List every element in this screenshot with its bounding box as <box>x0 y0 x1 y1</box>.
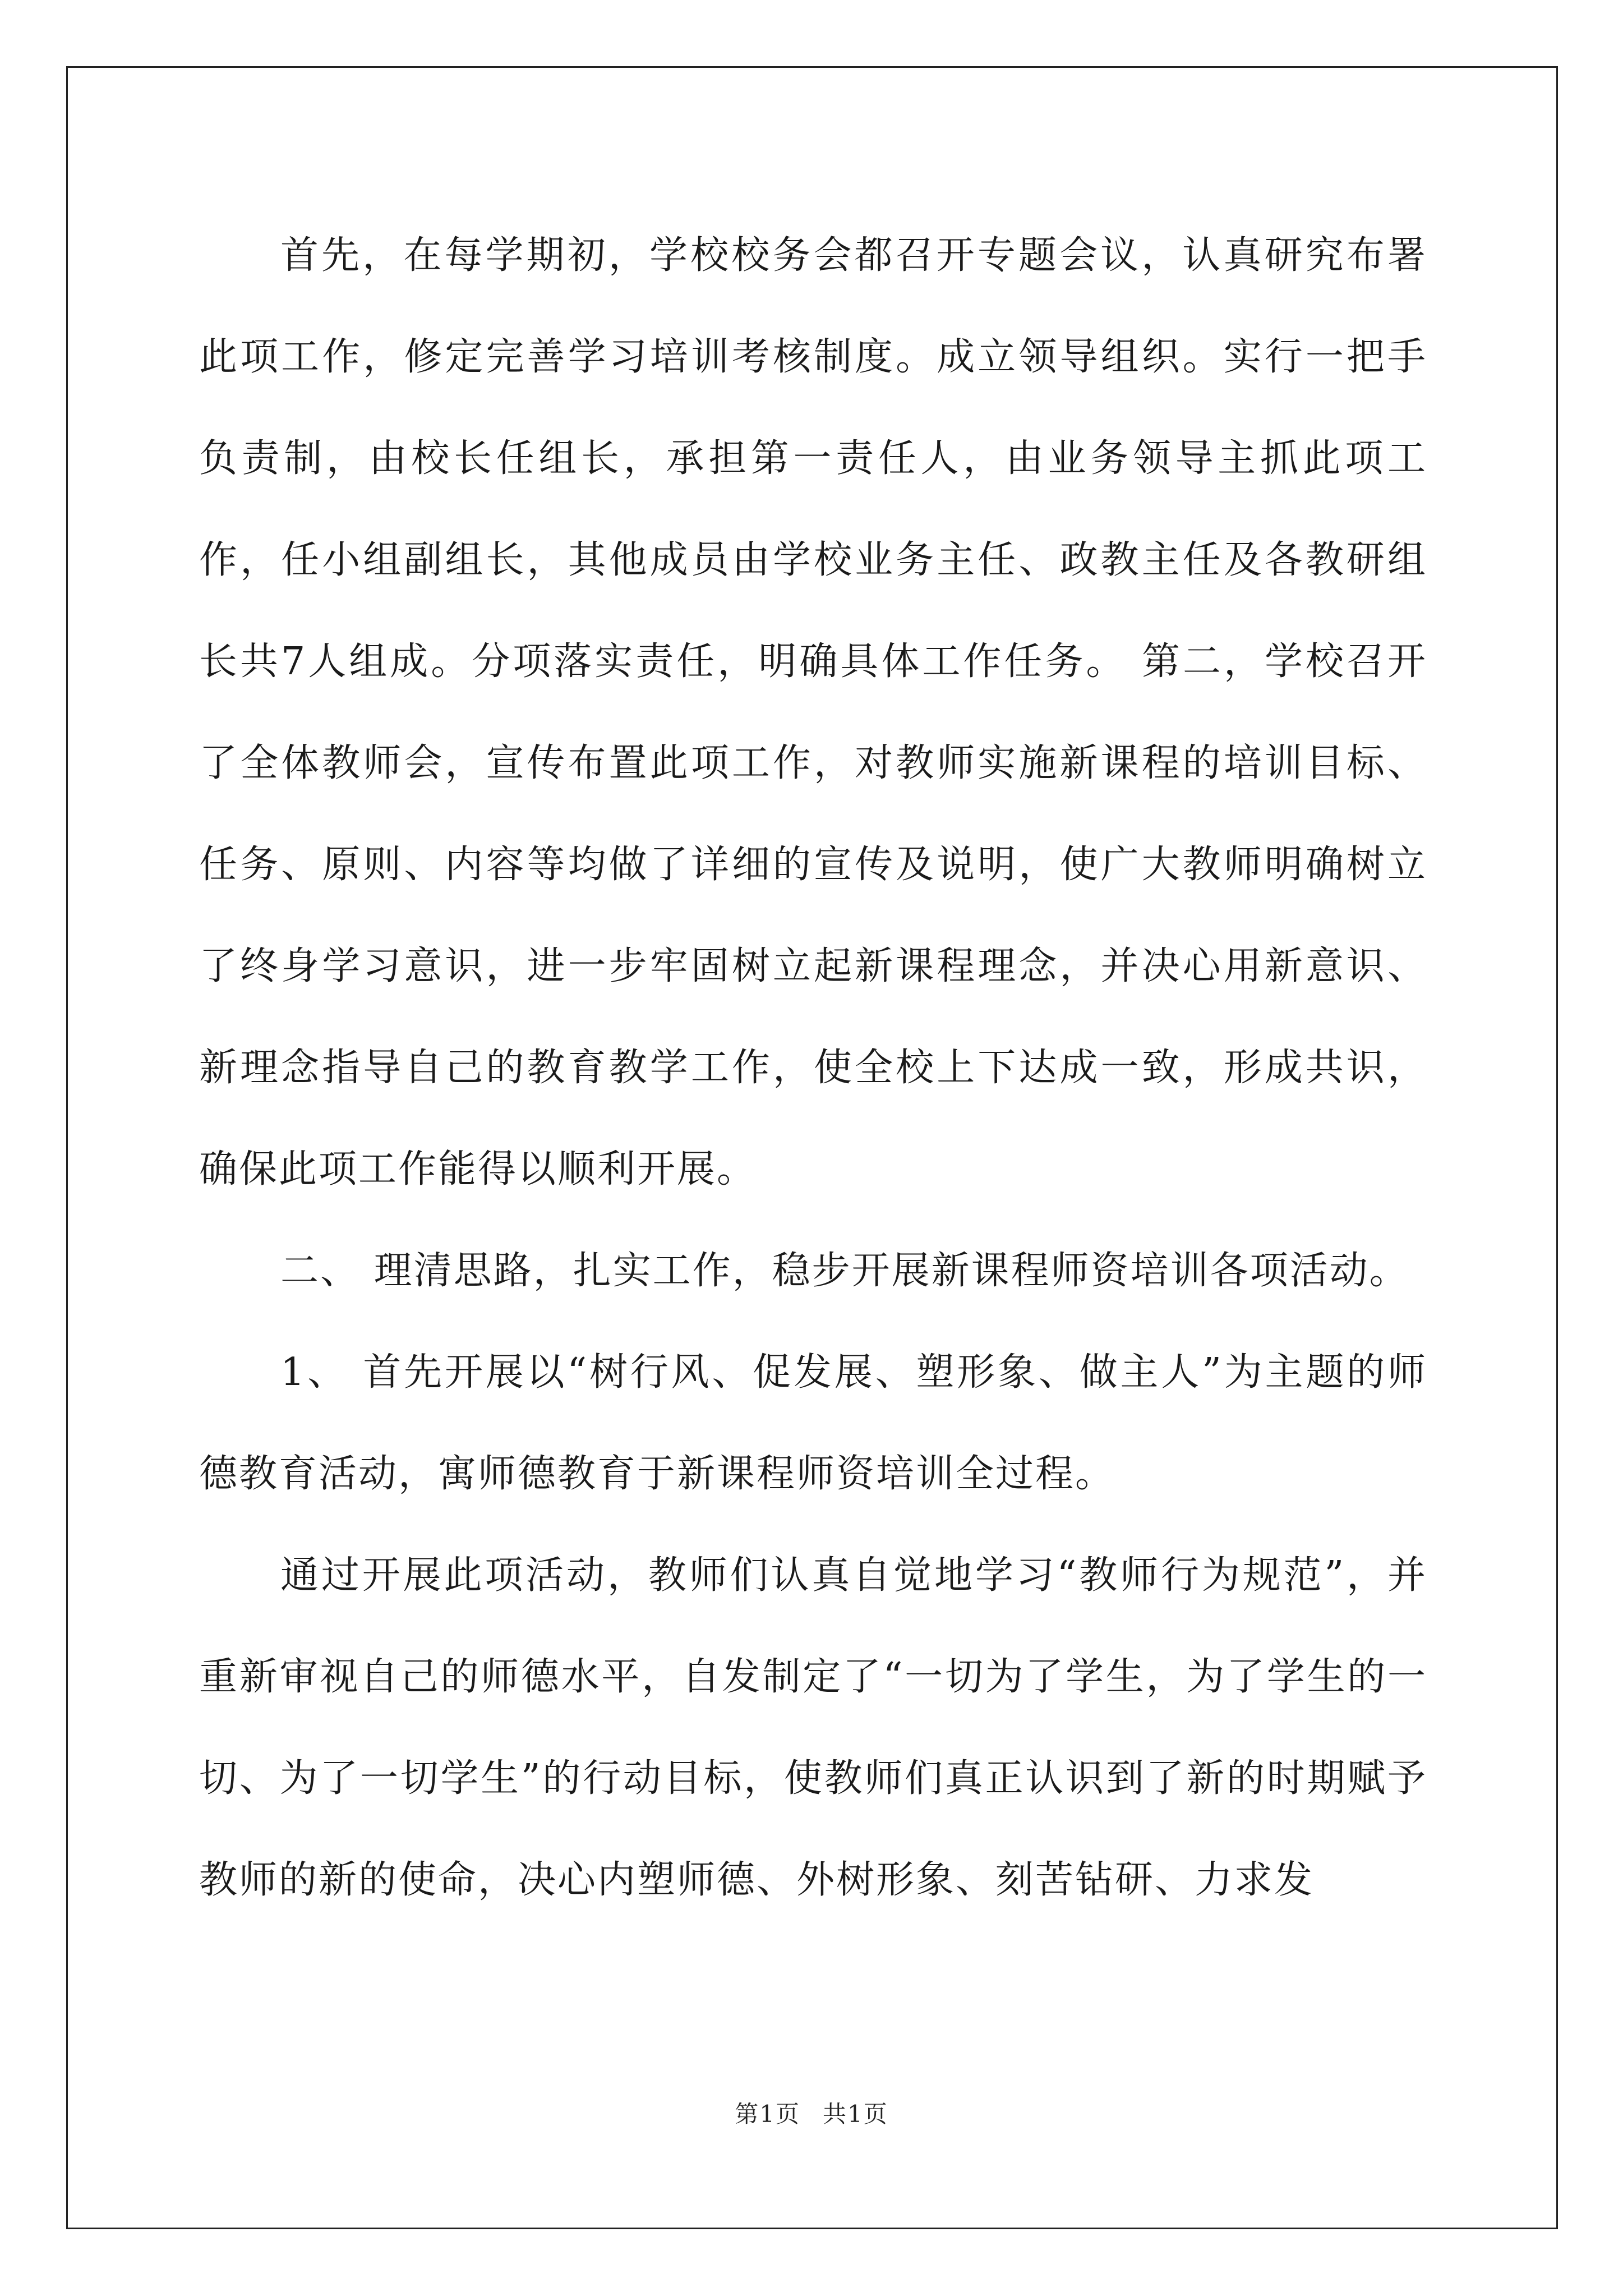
document-body <box>199 205 1427 1931</box>
page-footer <box>0 2096 1623 2129</box>
paragraph-2: 二、 理清思路，扎实工作，稳步开展新课程师资培训各项活动。 <box>280 1249 1409 1293</box>
paragraph-1: 首先，在每学期初，学校校务会都召开专题会议，认真研究布署此项工作，修定完善学习培训考核制度。成立领导组织。实行一把手负责制，由校长任组长，承担第一责任人，由业务领导主抓此项工作，任小组副组长，其他成员由学校业务主任、政教主任及各教研组长共7人组成。分项落实责任，明确具体工作任务。 第二，学校召开了全体教师会，宣传布置此项工作，对教师实施新课程的培训目标、任务、原则、内容等均做了详细的宣传及说明，使广大教师明确树立了终身学习意识，进一步牢固树立起新课程理念，并决心用新意识、新理念指导自己的教育教学工作，使全校上下达成一致，形成共识，确保此项工作能得以顺利开展。 <box>199 233 1427 1191</box>
page-number-current: 第1页 <box>735 2100 800 2128</box>
page-number-total: 共1页 <box>823 2100 888 2128</box>
paragraph-4: 通过开展此项活动，教师们认真自觉地学习“教师行为规范”，并重新审视自己的师德水平，自发制定了“一切为了学生，为了学生的一切、为了一切学生”的行动目标，使教师们真正认识到了新的时期赋予教师的新的使命，决心内塑师德、外树形象、刻苦钻研、力求发 <box>199 1553 1427 1902</box>
paragraph-3: 1、 首先开展以“树行风、促发展、塑形象、做主人”为主题的师德教育活动，寓师德教育于新课程师资培训全过程。 <box>199 1350 1427 1496</box>
